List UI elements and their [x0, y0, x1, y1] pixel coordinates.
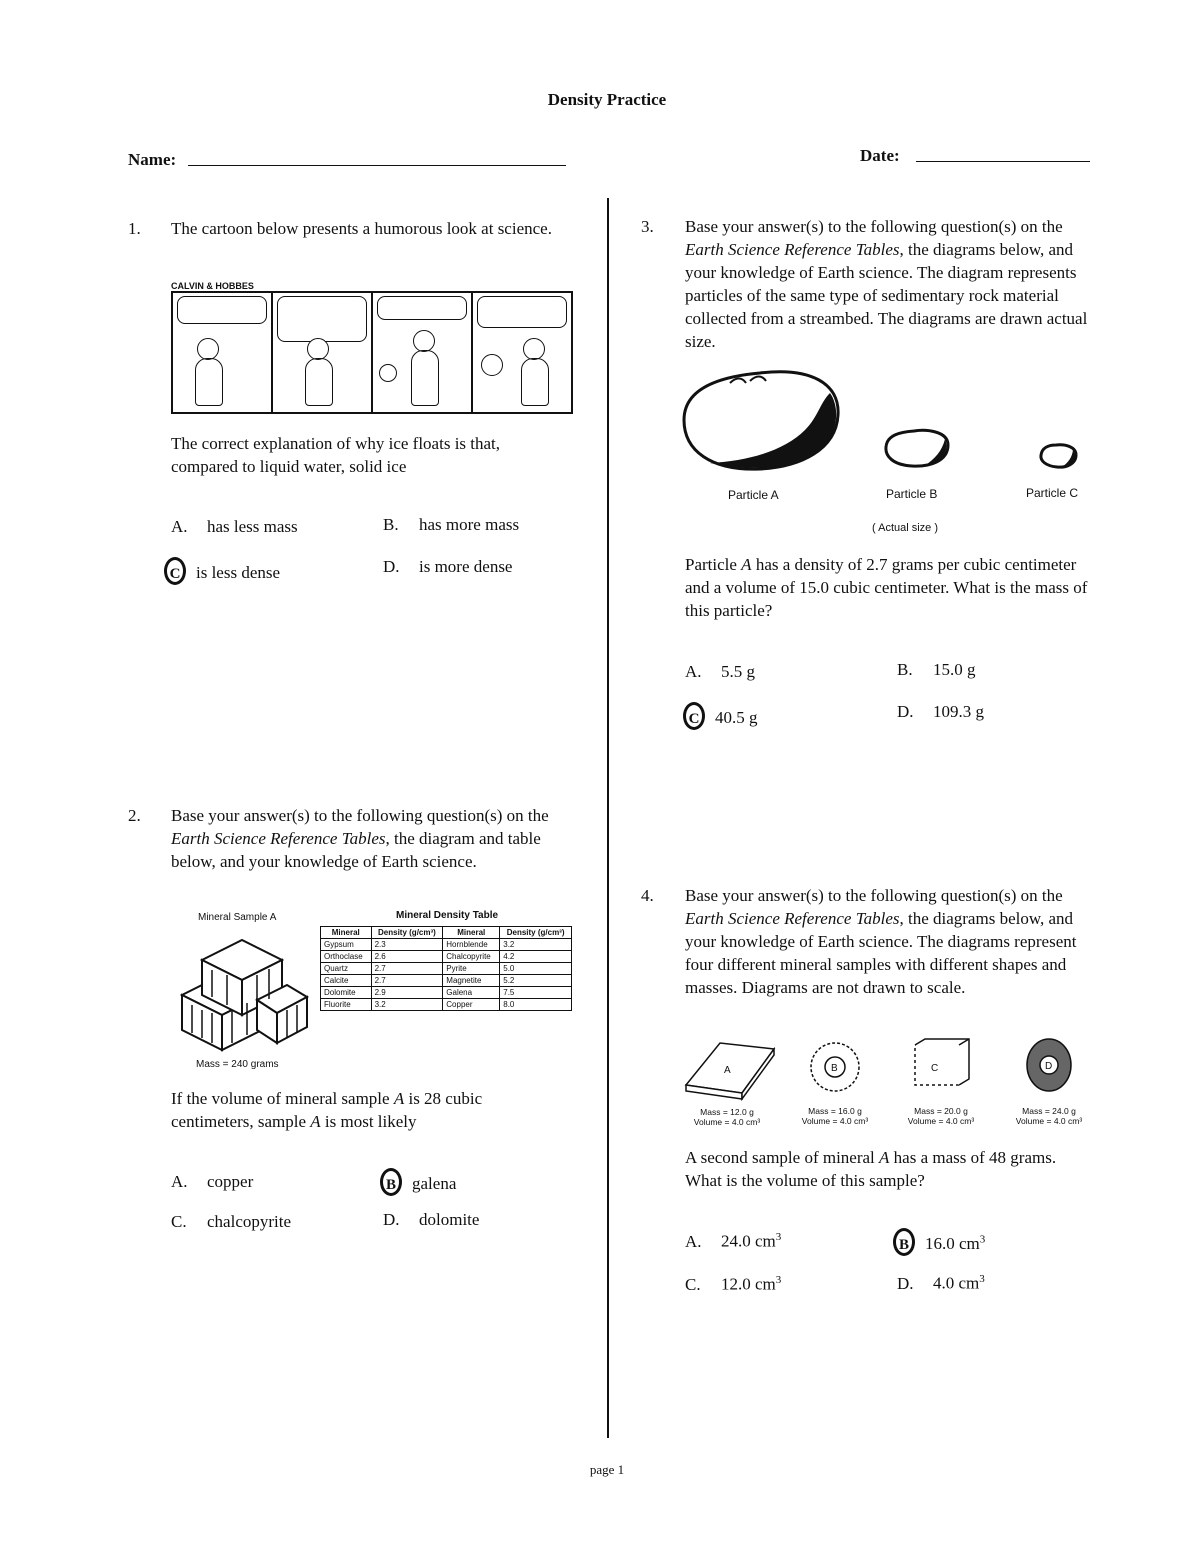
selected-answer-mark: B [893, 1228, 915, 1256]
q3-prompt: Particle A has a density of 2.7 grams per cubic centimeter and a volume of 15.0 cubic centimeter. What is the mass of this particle? [685, 555, 1088, 620]
actual-size-label: ( Actual size ) [872, 522, 939, 534]
page-title: Density Practice [547, 90, 667, 109]
mineral-density-table [320, 926, 572, 1011]
cartoon-panel [173, 293, 273, 412]
date-field[interactable] [916, 161, 1090, 162]
svg-text:B: B [831, 1063, 838, 1074]
q2-option-d[interactable]: D. dolomite [383, 1210, 480, 1229]
q4-option-d[interactable]: D. 4.0 $cm^3$ [897, 1273, 985, 1293]
table-row: Quartz 2.7 Pyrite 5.0 [321, 963, 572, 975]
page-number: page 1 [589, 1462, 625, 1477]
particle-b-label: Particle B [886, 487, 938, 501]
selected-answer-mark: C [683, 702, 705, 730]
q2-intro: Base your answer(s) to the following question(s) on the Earth Science Reference Tables, the diagram and table below, and your knowledge of Earth science. [171, 806, 549, 871]
q4-prompt: A second sample of mineral A has a mass of 48 grams. What is the volume of this sample? [685, 1148, 1057, 1190]
q4-option-b[interactable]: B 16.0 $cm^3$ [893, 1228, 985, 1256]
q1-option-c[interactable]: C is less dense [164, 557, 280, 585]
q4-number: 4. [641, 886, 654, 905]
name-field[interactable] [188, 165, 566, 166]
table-row: Orthoclase 2.6 Chalcopyrite 4.2 [321, 951, 572, 963]
q3-option-b[interactable]: B. 15.0 g [897, 660, 976, 679]
mineral-mass-label: Mass = 240 grams [196, 1059, 279, 1070]
sample-a-values: Mass = 12.0 g Volume = 4.0 cm³ [693, 1107, 761, 1127]
q2-number: 2. [128, 806, 141, 825]
q4-option-c[interactable]: C. 12.0 $cm^3$ [685, 1274, 782, 1294]
table-header-row: Mineral Density (g/cm³) Mineral Density (g/cm³) [321, 927, 572, 939]
cartoon-caption: CALVIN & HOBBES [171, 281, 254, 291]
name-label: Name: [128, 150, 177, 169]
q3-option-d[interactable]: D. 109.3 g [897, 702, 984, 721]
q1-intro: The cartoon below presents a humorous look at science. [171, 219, 552, 238]
sample-b-values: Mass = 16.0 g Volume = 4.0 cm³ [801, 1106, 869, 1126]
svg-text:C: C [931, 1063, 939, 1074]
svg-text:D: D [1045, 1061, 1053, 1072]
particles-diagram [680, 365, 1090, 475]
sample-d-values: Mass = 24.0 g Volume = 4.0 cm³ [1015, 1106, 1083, 1126]
calvin-hobbes-cartoon [171, 281, 573, 416]
cartoon-panel [273, 293, 373, 412]
q2-option-c[interactable]: C. chalcopyrite [171, 1212, 292, 1231]
q1-prompt: The correct explanation of why ice floats is that, compared to liquid water, solid ice [171, 434, 501, 476]
q1-option-d[interactable]: D. is more dense [383, 557, 513, 576]
mineral-sample-a-drawing [172, 925, 312, 1055]
svg-text:A: A [724, 1065, 731, 1076]
cartoon-panel [473, 293, 571, 412]
mineral-sample-label: Mineral Sample A [198, 912, 277, 923]
q3-option-c[interactable]: C 40.5 g [683, 702, 758, 730]
sample-c-values: Mass = 20.0 g Volume = 4.0 cm³ [907, 1106, 975, 1126]
table-row: Gypsum 2.3 Hornblende 3.2 [321, 939, 572, 951]
table-row: Dolomite 2.9 Galena 7.5 [321, 987, 572, 999]
q3-intro: Base your answer(s) to the following question(s) on the Earth Science Reference Tables, the diagrams below, and your knowledge of Earth science. The diagram represents particles of the same type of sedimentary rock material collected from a streambed. The diagrams are drawn actual size. [685, 217, 1088, 351]
cartoon-panel [373, 293, 473, 412]
date-label: Date: [860, 146, 900, 165]
q1-option-b[interactable]: B. has more mass [383, 515, 520, 534]
q2-prompt: If the volume of mineral sample A is 28 cubic centimeters, sample A is most likely [171, 1089, 483, 1131]
particle-a-label: Particle A [728, 488, 779, 502]
particle-c-label: Particle C [1026, 486, 1079, 500]
q2-option-a[interactable]: A. copper [171, 1172, 254, 1191]
table-row: Fluorite 3.2 Copper 8.0 [321, 999, 572, 1011]
q1-number: 1. [128, 219, 141, 238]
selected-answer-mark: C [164, 557, 186, 585]
q1-option-a[interactable]: A. has less mass [171, 517, 298, 536]
q4-intro: Base your answer(s) to the following question(s) on the Earth Science Reference Tables, the diagrams below, and your knowledge of Earth science. The diagrams represent four different mineral samples with different shapes and masses. Diagrams are not drawn to scale. [685, 886, 1077, 997]
q3-option-a[interactable]: A. 5.5 g [685, 662, 755, 681]
q2-option-b[interactable]: B galena [380, 1168, 456, 1196]
q4-option-a[interactable]: A. 24.0 $cm^3$ [685, 1231, 782, 1251]
selected-answer-mark: B [380, 1168, 402, 1196]
samples-diagram [680, 1035, 1090, 1103]
table-row: Calcite 2.7 Magnetite 5.2 [321, 975, 572, 987]
q3-number: 3. [641, 217, 654, 236]
density-table-title: Mineral Density Table [396, 910, 499, 921]
column-divider [607, 198, 609, 1438]
